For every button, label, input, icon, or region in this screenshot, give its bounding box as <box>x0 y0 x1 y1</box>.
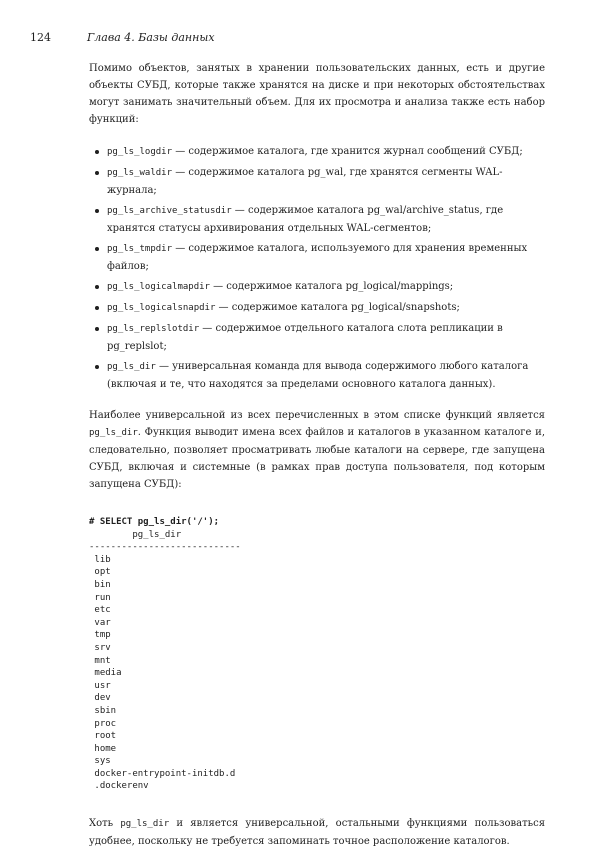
function-description: — содержимое отдельного каталога слота репликации в pg_replslot; <box>107 323 503 352</box>
result-row: mnt <box>89 655 111 666</box>
page-content <box>89 60 545 850</box>
chapter-title: Глава 4. Базы данных <box>87 31 215 44</box>
result-row: dev <box>89 693 111 704</box>
closing-paragraph-rest: и является универсальной, остальными функциями пользоваться удобнее, поскольку не требуется запоминать точное расположение каталогов. <box>89 818 546 848</box>
function-list <box>89 143 545 393</box>
list-item <box>89 164 545 199</box>
list-item <box>89 358 545 393</box>
function-name: pg_ls_logdir <box>107 147 173 157</box>
list-item <box>89 320 545 355</box>
result-row: run <box>89 592 111 603</box>
inline-function-name: pg_ls_dir <box>120 819 170 830</box>
list-item <box>89 240 545 275</box>
function-description: — содержимое каталога pg_wal/archive_status, где хранятся статусы архивирования отдельных WAL-сегментов; <box>107 205 504 234</box>
function-name: pg_ls_archive_statusdir <box>107 206 232 216</box>
list-item <box>89 202 545 237</box>
result-row: usr <box>89 680 111 691</box>
function-description: — содержимое каталога pg_logical/mappings; <box>209 281 454 292</box>
middle-paragraph-lead: Наиболее универсальной из всех перечисленных в этом списке функций является <box>89 410 545 421</box>
intro-paragraph: Помимо объектов, занятых в хранении пользовательских данных, есть и другие объекты СУБД, которые также хранятся на диске и при некоторых обстоятельствах могут занимать значительный объем. Для их просмотра и анализа также есть набор функций: <box>89 63 545 125</box>
running-head <box>30 31 215 45</box>
result-row: sys <box>89 756 111 767</box>
page-number: 124 <box>30 31 51 44</box>
result-row: bin <box>89 579 111 590</box>
closing-paragraph-lead: Хоть <box>89 818 121 830</box>
result-row: home <box>89 743 117 754</box>
middle-paragraph <box>89 407 545 493</box>
result-row: .dockerenv <box>89 781 149 792</box>
result-row: proc <box>89 718 117 729</box>
function-description: — содержимое каталога pg_wal, где хранятся сегменты WAL-журнала; <box>107 167 503 196</box>
function-name: pg_ls_tmpdir <box>107 244 173 254</box>
function-name: pg_ls_dir <box>107 362 156 372</box>
result-row: docker-entrypoint-initdb.d <box>89 768 236 779</box>
code-block <box>89 516 545 793</box>
function-name: pg_ls_waldir <box>107 168 173 178</box>
function-description: — содержимое каталога pg_logical/snapshots; <box>215 302 460 313</box>
function-name: pg_ls_logicalmapdir <box>107 282 210 292</box>
function-name: pg_ls_replslotdir <box>107 324 200 334</box>
result-row: lib <box>89 554 111 565</box>
result-row: media <box>89 668 122 679</box>
result-row: opt <box>89 567 111 578</box>
result-row: root <box>89 731 117 742</box>
inline-function-name: pg_ls_dir <box>89 428 138 438</box>
closing-paragraph <box>89 815 545 850</box>
function-name: pg_ls_logicalsnapdir <box>107 303 216 313</box>
list-item <box>89 299 545 317</box>
middle-paragraph-rest: . Функция выводит имена всех файлов и каталогов в указанном каталоге и, следовательно, позволяет просматривать любые каталоги на сервере, где запущена СУБД, включая и системные (в рамках прав доступа пользователя, под которым запущена СУБД): <box>89 427 545 490</box>
list-item <box>89 278 545 296</box>
list-item <box>89 143 545 161</box>
function-description: — содержимое каталога, где хранится журнал сообщений СУБД; <box>172 146 523 157</box>
result-row: etc <box>89 605 111 616</box>
sql-prompt: # SELECT pg_ls_dir('/'); <box>89 517 220 527</box>
result-row: tmp <box>89 630 111 641</box>
result-separator: ---------------------------- <box>89 542 241 553</box>
result-row: var <box>89 617 111 628</box>
result-row: sbin <box>89 705 117 716</box>
function-description: — универсальная команда для вывода содержимого любого каталога (включая и те, что находятся за пределами основного каталога данных). <box>107 361 529 390</box>
result-row: srv <box>89 642 111 653</box>
result-column-header: pg_ls_dir <box>89 529 182 540</box>
function-description: — содержимое каталога, используемого для хранения временных файлов; <box>107 243 528 272</box>
